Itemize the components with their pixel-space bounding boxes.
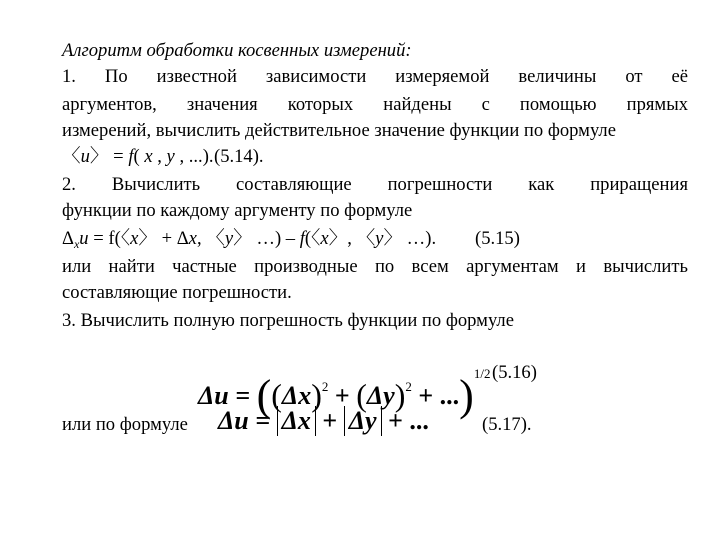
equation-number-5-14: (5.14). [214, 146, 264, 167]
formula-tail: + ... [381, 406, 429, 435]
rhs-part-c: , 〈 [196, 228, 225, 249]
formula-5-15 [62, 228, 688, 255]
subscript-x: x [73, 237, 80, 251]
func-f: f [299, 228, 305, 249]
equation-number-5-15: (5.15) [475, 228, 520, 249]
step3-line1: 3. Вычислить полную погрешность функции по формуле [62, 310, 514, 331]
var-x: x [144, 146, 153, 167]
equals: = [108, 146, 129, 167]
angle-bracket-close: 〉 [89, 146, 109, 167]
comma: , [152, 146, 167, 167]
formula-tail: + ... [411, 381, 460, 410]
equation-number-5-16: (5.16) [492, 362, 537, 383]
or-by-formula-text: или по формуле [62, 414, 188, 435]
delta-x: Δx [281, 381, 312, 410]
outer-paren-close: ) [459, 371, 474, 420]
equation-number-5-17: (5.17). [482, 414, 532, 435]
step2-line1: 2. Вычислить составляющие погрешности как приращения [62, 174, 688, 195]
outer-paren-open: ( [256, 371, 272, 420]
formula-tail: , ...). [174, 146, 214, 167]
var-u: u [80, 146, 90, 167]
step1-line2: аргументов, значения которых найдены с помощью прямых [62, 94, 688, 115]
var-y: y [375, 228, 384, 249]
formula-5-14 [62, 146, 688, 168]
delta-y: Δy [366, 381, 395, 410]
func-f: f [128, 146, 134, 167]
inner-paren-open: ( [271, 377, 282, 413]
var-y: y [166, 146, 175, 167]
var-y: y [224, 228, 234, 249]
rhs-part-b: 〉 + Δ [138, 228, 189, 249]
exponent-2: 2 [405, 379, 412, 394]
section-title: Алгоритм обработки косвенных измерений: [62, 40, 412, 61]
rhs-part-e: (〈 [304, 228, 321, 249]
formula-5-16 [198, 349, 491, 420]
abs-delta-y: Δy [344, 406, 382, 436]
var-x: x [188, 228, 197, 249]
var-x: x [130, 228, 139, 249]
var-x: x [320, 228, 329, 249]
formula-lhs: Δu = [218, 406, 277, 435]
rhs-part-g: 〉 …). [383, 228, 437, 249]
inner-paren-open: ( [356, 377, 367, 413]
inner-paren-close: ) [394, 377, 406, 413]
var-u: u [79, 228, 89, 249]
abs-delta-x: Δx [277, 406, 316, 436]
rhs-part-d: 〉 …) – [233, 228, 300, 249]
formula-lhs: Δu = [198, 381, 257, 410]
step1-line1: 1. По известной зависимости измеряемой величины от её [62, 66, 688, 87]
plus: + [315, 406, 344, 435]
angle-bracket-open: 〈 [62, 146, 81, 167]
plus: + [328, 381, 357, 410]
step2-line2: функции по каждому аргументу по формуле [62, 200, 413, 221]
step2-line4: составляющие погрешности. [62, 282, 292, 303]
rhs-part-a: = f(〈 [88, 228, 131, 249]
inner-paren-close: ) [311, 377, 322, 413]
step1-line3: измерений, вычислить действительное значение функции по формуле [62, 120, 616, 141]
step2-line3: или найти частные производные по всем аргументам и вычислить [62, 256, 688, 277]
delta-symbol: Δ [62, 228, 74, 249]
rhs-part-f: 〉, 〈 [328, 228, 376, 249]
exponent-2: 2 [321, 379, 329, 394]
formula-5-17 [218, 401, 429, 441]
exponent-half: 1/2 [473, 366, 491, 381]
paren-open: ( [133, 146, 145, 167]
